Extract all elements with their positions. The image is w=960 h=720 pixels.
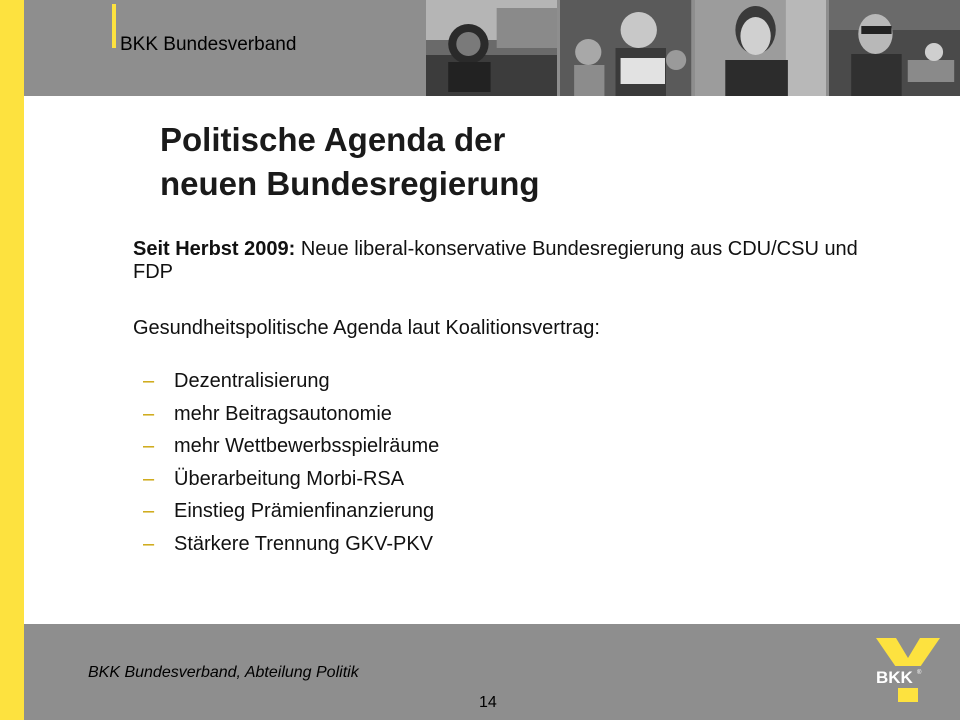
slide-title	[160, 118, 540, 206]
agenda-list	[143, 370, 439, 565]
slide-footer	[24, 624, 960, 720]
bullet-dash: –	[143, 532, 155, 555]
header-photo-strip	[426, 0, 960, 96]
bullet-dash: –	[143, 467, 155, 490]
bullet-dash: –	[143, 370, 155, 392]
bkk-logo-icon	[872, 636, 944, 704]
slide-title-line-1: Politische Agenda der	[160, 121, 506, 158]
svg-text:®: ®	[917, 670, 922, 676]
list-item	[143, 403, 439, 436]
list-item-text: Einstieg Prämienfinanzierung	[174, 500, 435, 522]
woman-portrait-photo	[695, 0, 826, 96]
list-item	[143, 533, 439, 566]
intro-lead: Seit Herbst 2009:	[133, 238, 296, 260]
slide-title-line-2: neuen Bundesregierung	[160, 165, 540, 202]
list-item-text: mehr Wettbewerbsspielräume	[174, 435, 440, 457]
intro-paragraph	[133, 238, 893, 284]
bullet-dash: –	[143, 402, 155, 425]
footer-department: BKK Bundesverband, Abteilung Politik	[88, 664, 359, 681]
accent-band	[0, 0, 24, 720]
list-item	[143, 500, 439, 533]
list-item	[143, 435, 439, 468]
grandfather-reading-photo	[560, 0, 691, 96]
list-item-text: Stärkere Trennung GKV-PKV	[174, 532, 434, 555]
list-item-text: Dezentralisierung	[174, 370, 330, 392]
bullet-dash: –	[143, 435, 155, 457]
diver-photo	[426, 0, 557, 96]
list-item-text: Überarbeitung Morbi-RSA	[174, 467, 405, 490]
intro-text: Neue liberal-konservative Bundesregierung aus CDU/CSU und FDP	[133, 238, 858, 283]
bullet-dash: –	[143, 500, 155, 522]
workshop-photo	[829, 0, 960, 96]
header-accent-rule	[112, 4, 116, 48]
list-item	[143, 370, 439, 403]
page-number: 14	[479, 694, 497, 711]
list-item	[143, 468, 439, 501]
header-org-name: BKK Bundesverband	[120, 34, 297, 55]
list-item-text: mehr Beitragsautonomie	[174, 402, 392, 425]
svg-text:BKK: BKK	[876, 668, 913, 687]
agenda-heading: Gesundheitspolitische Agenda laut Koalitionsvertrag:	[133, 317, 600, 339]
